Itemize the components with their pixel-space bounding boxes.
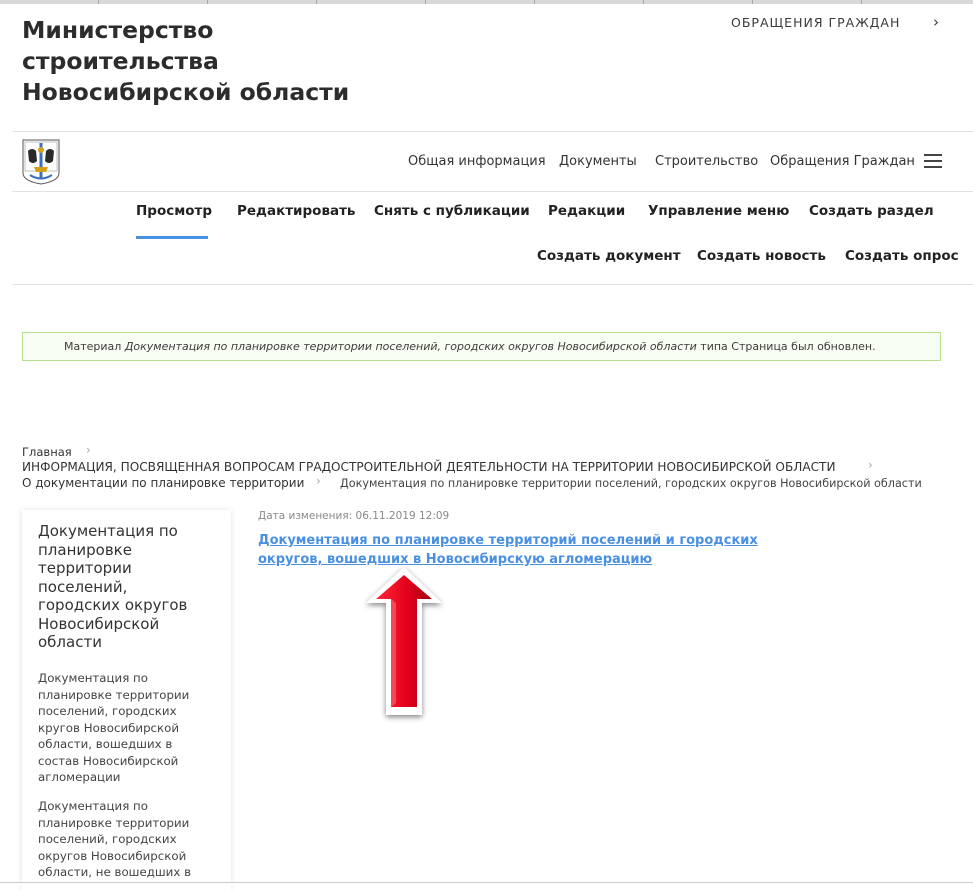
bottom-edge (0, 882, 973, 886)
breadcrumb-current: Документация по планировке территории поселений, городских округов Новосибирской области (340, 477, 922, 490)
sidebar-link-agglomeration[interactable]: Документация по планировке территории поселений, городских кругов Новосибирской области, вошедших в состав Новосибирской агломерации (38, 671, 190, 784)
red-up-arrow-icon (362, 563, 446, 723)
nav-citizens-appeals[interactable]: Обращения Граждан (770, 154, 915, 169)
browser-top-strip (0, 0, 973, 4)
tab-create-news[interactable]: Создать новость (697, 248, 826, 264)
tab-create-document[interactable]: Создать документ (537, 248, 681, 264)
nav-divider (12, 191, 973, 192)
header-divider (12, 131, 973, 132)
status-material-title: Документация по планировке территории поселений, городских округов Новосибирской области (124, 340, 697, 353)
tab-create-section[interactable]: Создать раздел (809, 203, 934, 219)
breadcrumb-chevron-icon: › (316, 474, 321, 488)
status-prefix: Материал (64, 340, 125, 353)
breadcrumb-home[interactable]: Главная (22, 445, 72, 459)
document-link[interactable]: Документация по планировке территорий поселений и городских округов, вошедших в Новосибирскую агломерацию (258, 533, 758, 567)
sidebar-title: Документация по планировке территории поселений, городских округов Новосибирской области (38, 522, 188, 651)
tab-unpublish[interactable]: Снять с публикации (374, 203, 530, 219)
breadcrumb-chevron-icon: › (868, 458, 873, 472)
nav-documents[interactable]: Документы (559, 154, 637, 169)
tab-edit[interactable]: Редактировать (237, 203, 356, 219)
breadcrumb-planning-docs[interactable]: О документации по планировке территории (22, 476, 305, 490)
hamburger-icon[interactable] (924, 154, 942, 168)
sidebar-link-non-agglomeration[interactable]: Документация по планировке территории поселений, городских округов Новосибирской области, не вошедших в (38, 799, 192, 879)
breadcrumb-chevron-icon: › (86, 443, 91, 457)
tab-view[interactable]: Просмотр (136, 203, 213, 219)
sidebar (22, 510, 231, 890)
tab-revisions[interactable]: Редакции (548, 203, 626, 219)
chevron-right-icon[interactable]: › (933, 13, 939, 31)
nav-construction[interactable]: Строительство (655, 154, 759, 169)
modified-date: Дата изменения: 06.11.2019 12:09 (258, 510, 450, 522)
citizens-appeals-link[interactable]: ОБРАЩЕНИЯ ГРАЖДАН (731, 15, 901, 30)
status-message (22, 332, 941, 361)
tabs-divider (12, 284, 973, 285)
site-title[interactable]: Министерство строительства Новосибирской области (22, 16, 350, 106)
status-suffix: типа Страница был обновлен. (696, 340, 876, 353)
tab-menu-management[interactable]: Управление меню (648, 203, 790, 219)
active-tab-indicator (136, 236, 208, 239)
nav-general-info[interactable]: Общая информация (408, 154, 546, 169)
tab-create-poll[interactable]: Создать опрос (845, 248, 959, 264)
coat-of-arms-icon[interactable] (22, 139, 60, 185)
breadcrumb-info-section[interactable]: ИНФОРМАЦИЯ, ПОСВЯЩЕННАЯ ВОПРОСАМ ГРАДОСТРОИТЕЛЬНОЙ ДЕЯТЕЛЬНОСТИ НА ТЕРРИТОРИИ НОВОСИБИРСКОЙ ОБЛАСТИ (22, 460, 836, 474)
